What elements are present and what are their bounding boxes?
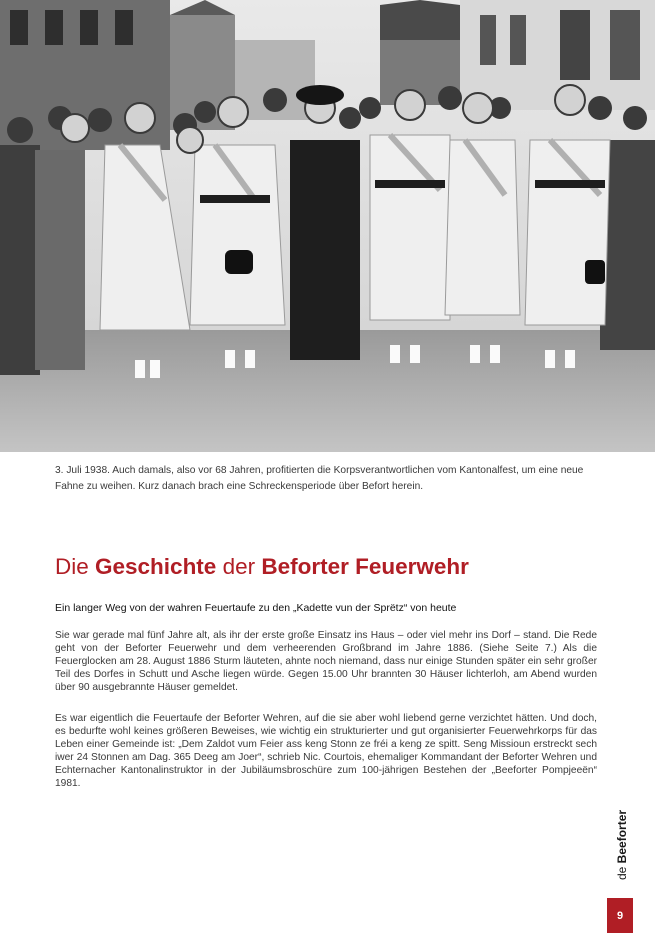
title-part-1: Die bbox=[55, 554, 96, 579]
title-part-3: der bbox=[216, 554, 262, 579]
title-part-4: Beforter Feuerwehr bbox=[261, 554, 469, 579]
publication-side-label bbox=[612, 800, 632, 880]
article-subheading: Ein langer Weg von der wahren Feuertaufe zu den „Kadette vun der Sprëtz“ von heute bbox=[55, 602, 457, 614]
title-part-2: Geschichte bbox=[95, 554, 217, 579]
side-label-text bbox=[612, 800, 632, 880]
article-title bbox=[55, 553, 615, 581]
historic-group-photo bbox=[0, 0, 655, 452]
group-photo-illustration bbox=[0, 0, 655, 452]
page-number-badge: 9 bbox=[607, 898, 633, 933]
photo-caption: 3. Juli 1938. Auch damals, also vor 68 Jahren, profitierten die Korpsverantwortlichen vom Kantonalfest, um eine neue Fahne zu weihen. Kurz danach brach eine Schreckensperiode über Befort herein. bbox=[55, 465, 584, 492]
side-label-brand: Beeforter bbox=[615, 809, 629, 864]
body-paragraph: Es war eigentlich die Feuertaufe der Beforter Wehren, auf die sie aber wohl liebend gerne verzichtet hätten. Und doch, es bedurfte wohl keines größeren Beweises, wie wichtig ein strukturierter und gut organisierter Feuerwehrkorps für das Leben einer Gemeinde ist: „Dem Zaldot vum Feier ass keng Stonn ze fréi a keng ze spitt. Seng Missioun erstreckt sech iwer 24 Stonnen am Dag. 365 Deeg am Joer“, schrieb Nic. Courtois, ehemaliger Kommandant der Beforter Wehren und Echternacher Kantonalinstruktor in der Jubiläumsbroschüre zum 100-jährigen Bestehen der „Beeforter Pompjeeën“ 1981. bbox=[55, 713, 597, 789]
body-paragraph: Sie war gerade mal fünf Jahre alt, als ihr der erste große Einsatz ins Haus – oder viel mehr ins Dorf – stand. Die Rede geht von der Beforter Feuerwehr und dem verheerenden Großbrand im Jahre 1886. (Siehe Seite 7.) Als die Feuerglocken am 28. August 1886 Sturm läuteten, ahnte noch niemand, dass nur einige Stunden später ein sehr großer Teil des Dorfes in Schutt und Asche liegen würde. Gegen 15.00 Uhr brannten 30 Häuser lichterloh, am Abend wurden über 90 ausgebrannte Häuser gemeldet. bbox=[55, 630, 597, 693]
side-label-prefix: de bbox=[615, 863, 629, 880]
